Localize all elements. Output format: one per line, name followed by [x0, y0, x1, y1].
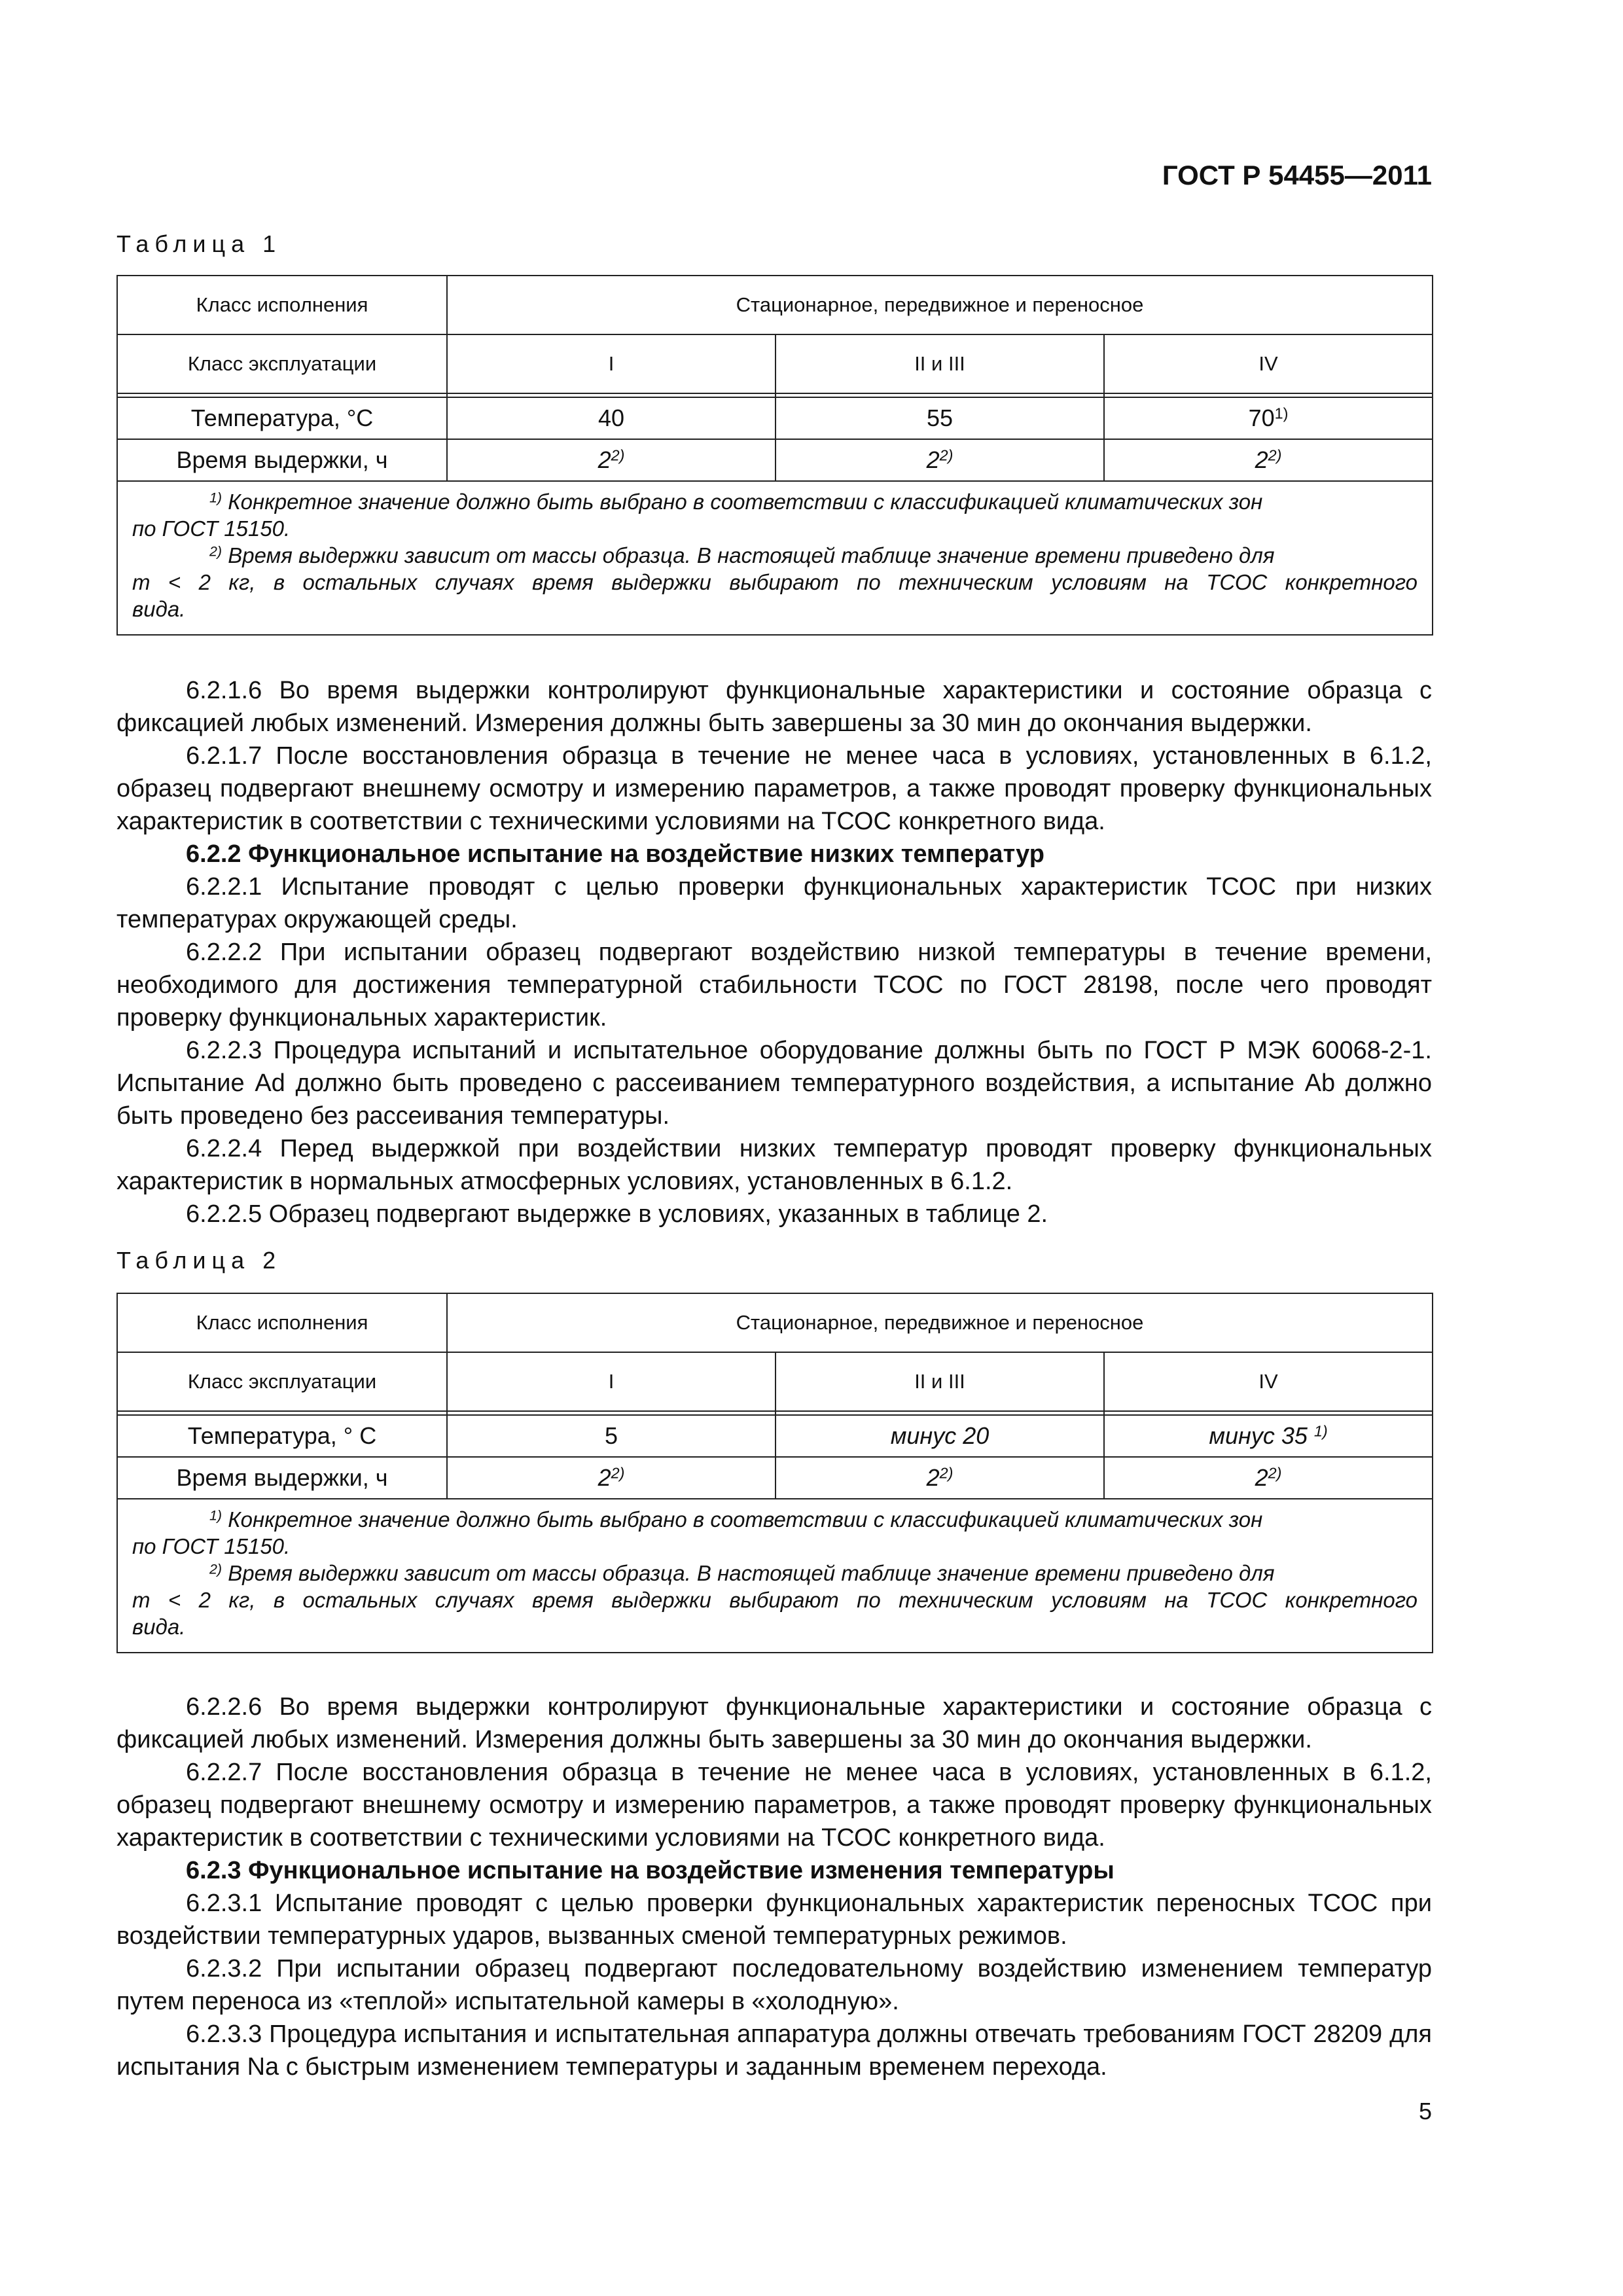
table-2-temperature-label: Температура, ° С: [117, 1415, 447, 1457]
table-2-hold: 2: [926, 1464, 940, 1491]
paragraph: 6.2.2.4 Перед выдержкой при воздействии низких температур проводят проверку функциональных характеристик в нормальных атмосферных условиях, установленных в 6.1.2.: [116, 1135, 1432, 1195]
table-2-hold: 2: [1255, 1464, 1268, 1491]
paragraph: 6.2.3.3 Процедура испытания и испытательная аппаратура должны отвечать требованиям ГОСТ 28209 для испытания Na с быстрым изменением температуры и заданным временем перехода.: [116, 2020, 1432, 2081]
note-2-end: вида.: [132, 1615, 186, 1639]
note-2-text: Время выдержки зависит от массы образца. В настоящей таблице значение времени приведено для: [228, 543, 1275, 567]
table-1-hold: 2: [1255, 446, 1268, 473]
note-1-cont: по ГОСТ 15150.: [132, 516, 291, 541]
note-1-text: Конкретное значение должно быть выбрано в соответствии с классификацией климатических зон: [228, 490, 1263, 514]
paragraph: 6.2.2.2 При испытании образец подвергают воздействию низкой температуры в течение времени, необходимого для достижения температурной стабильности ТСОС по ГОСТ 28198, после чего проводят проверку функциональных характеристик.: [116, 939, 1432, 1031]
section-heading: 6.2.3 Функциональное испытание на воздействие изменения температуры: [186, 1857, 1115, 1884]
table-1-class: I: [447, 334, 776, 393]
table-2-execution-label: Класс исполнения: [117, 1293, 447, 1352]
table-1-temperature-cell: [1104, 397, 1433, 439]
footnote-mark: 2): [209, 543, 223, 560]
table-2-class: II и III: [776, 1352, 1104, 1411]
table-1-temperature: 40: [597, 404, 625, 431]
table-2-execution-value: Стационарное, передвижное и переносное: [447, 1293, 1433, 1352]
note-2-cont: m < 2 кг, в остальных случаях время выдержки выбирают по техническим условиям на ТСОС конкретного: [132, 1588, 1418, 1612]
paragraph: 6.2.2.3 Процедура испытаний и испытательное оборудование должны быть по ГОСТ Р МЭК 60068-2-1. Испытание Ad должно быть проведено с рассеиванием температурного воздействия, а испытание Ab должно быть проведено без рассеивания температуры.: [116, 1037, 1432, 1130]
paragraph: 6.2.2.5 Образец подвергают выдержке в условиях, указанных в таблице 2.: [186, 1200, 1048, 1228]
footnote-mark: 1): [209, 490, 223, 506]
table-2-exploitation-label: Класс эксплуатации: [117, 1352, 447, 1411]
note-1-text: Конкретное значение должно быть выбрано в соответствии с классификацией климатических зон: [228, 1507, 1263, 1532]
table-2-hold-cell: [1104, 1457, 1433, 1499]
table-2-temperature-cell: [1104, 1415, 1433, 1457]
note-2-cont: m < 2 кг, в остальных случаях время выдержки выбирают по техническим условиям на ТСОС конкретного: [132, 570, 1418, 594]
note-2: [132, 1560, 1418, 1587]
paragraph: 6.2.1.6 Во время выдержки контролируют функциональные характеристики и состояние образца с фиксацией любых изменений. Измерения должны быть завершены за 30 мин до окончания выдержки.: [116, 677, 1432, 737]
note-2-text: Время выдержки зависит от массы образца. В настоящей таблице значение времени приведено для: [228, 1561, 1275, 1585]
note-2: [132, 542, 1418, 569]
footnote-mark: 2): [611, 1464, 625, 1482]
footnote-mark: 2): [611, 446, 625, 464]
table-1-temperature-cell: [447, 397, 776, 439]
table-2-hold-cell: [447, 1457, 776, 1499]
paragraph: 6.2.2.7 После восстановления образца в течение не менее часа в условиях, установленных в 6.1.2, образец подвергают внешнему осмотру и измерению параметров, а также проводят проверку функциональных характеристик в соответствии с техническими условиями на ТСОС конкретного вида.: [116, 1759, 1432, 1852]
section-text-2: [116, 1691, 1432, 2083]
footnote-mark: 1): [1274, 404, 1289, 422]
footnote-mark: 1): [1313, 1422, 1328, 1440]
note-1-cont: по ГОСТ 15150.: [132, 1534, 291, 1558]
table-2-caption: Таблица 2: [116, 1247, 282, 1274]
note-1: [132, 488, 1418, 515]
table-1-execution-value: Стационарное, передвижное и переносное: [447, 276, 1433, 334]
table-2-temperature-cell: [447, 1415, 776, 1457]
paragraph: 6.2.3.1 Испытание проводят с целью проверки функциональных характеристик переносных ТСОС при воздействии температурных ударов, вызванных сменой температурных режимов.: [116, 1890, 1432, 1950]
table-1-temperature-cell: [776, 397, 1104, 439]
table-2-class: I: [447, 1352, 776, 1411]
section-heading: 6.2.2 Функциональное испытание на воздействие низких температур: [186, 840, 1044, 868]
table-1-notes: [117, 481, 1433, 635]
table-1-hold: 2: [597, 446, 611, 473]
table-2-hold-label: Время выдержки, ч: [117, 1457, 447, 1499]
table-1-temperature-label: Температура, °С: [117, 397, 447, 439]
table-2-temperature: минус 35: [1209, 1422, 1308, 1449]
table-2-class: IV: [1104, 1352, 1433, 1411]
table-1-caption: Таблица 1: [116, 230, 282, 257]
table-1-temperature: 70: [1248, 404, 1275, 431]
table-2-temperature: минус 20: [890, 1422, 990, 1449]
footnote-mark: 2): [1268, 1464, 1282, 1482]
table-1-class: II и III: [776, 334, 1104, 393]
table-1-execution-label: Класс исполнения: [117, 276, 447, 334]
paragraph: 6.2.1.7 После восстановления образца в течение не менее часа в условиях, установленных в 6.1.2, образец подвергают внешнему осмотру и измерению параметров, а также проводят проверку функциональных характеристик в соответствии с техническими условиями на ТСОС конкретного вида.: [116, 742, 1432, 835]
table-1-hold-label: Время выдержки, ч: [117, 439, 447, 481]
table-1-class: IV: [1104, 334, 1433, 393]
table-2-notes: [117, 1499, 1433, 1653]
section-text-1: [116, 674, 1432, 1230]
note-1: [132, 1506, 1418, 1533]
footnote-mark: 2): [1268, 446, 1282, 464]
paragraph: 6.2.3.2 При испытании образец подвергают последовательному воздействию изменением температур путем переноса из «теплой» испытательной камеры в «холодную».: [116, 1955, 1432, 2015]
paragraph: 6.2.2.1 Испытание проводят с целью проверки функциональных характеристик ТСОС при низких температурах окружающей среды.: [116, 873, 1432, 933]
table-2: [116, 1293, 1433, 1653]
table-1: [116, 275, 1433, 636]
footnote-mark: 2): [939, 446, 954, 464]
page-number: 5: [1418, 2098, 1432, 2125]
document-code: ГОСТ Р 54455—2011: [1162, 160, 1432, 190]
table-1-hold-cell: [447, 439, 776, 481]
footnote-mark: 2): [939, 1464, 954, 1482]
table-1-hold-cell: [776, 439, 1104, 481]
note-2-end: вида.: [132, 597, 186, 621]
footnote-mark: 2): [209, 1561, 223, 1577]
table-1-hold-cell: [1104, 439, 1433, 481]
table-1-exploitation-label: Класс эксплуатации: [117, 334, 447, 393]
table-1-temperature: 55: [926, 404, 954, 431]
footnote-mark: 1): [209, 1507, 223, 1524]
table-2-hold: 2: [597, 1464, 611, 1491]
table-1-hold: 2: [926, 446, 940, 473]
paragraph: 6.2.2.6 Во время выдержки контролируют функциональные характеристики и состояние образца с фиксацией любых изменений. Измерения должны быть завершены за 30 мин до окончания выдержки.: [116, 1693, 1432, 1753]
table-2-temperature-cell: [776, 1415, 1104, 1457]
table-2-hold-cell: [776, 1457, 1104, 1499]
table-2-temperature: 5: [604, 1422, 618, 1449]
